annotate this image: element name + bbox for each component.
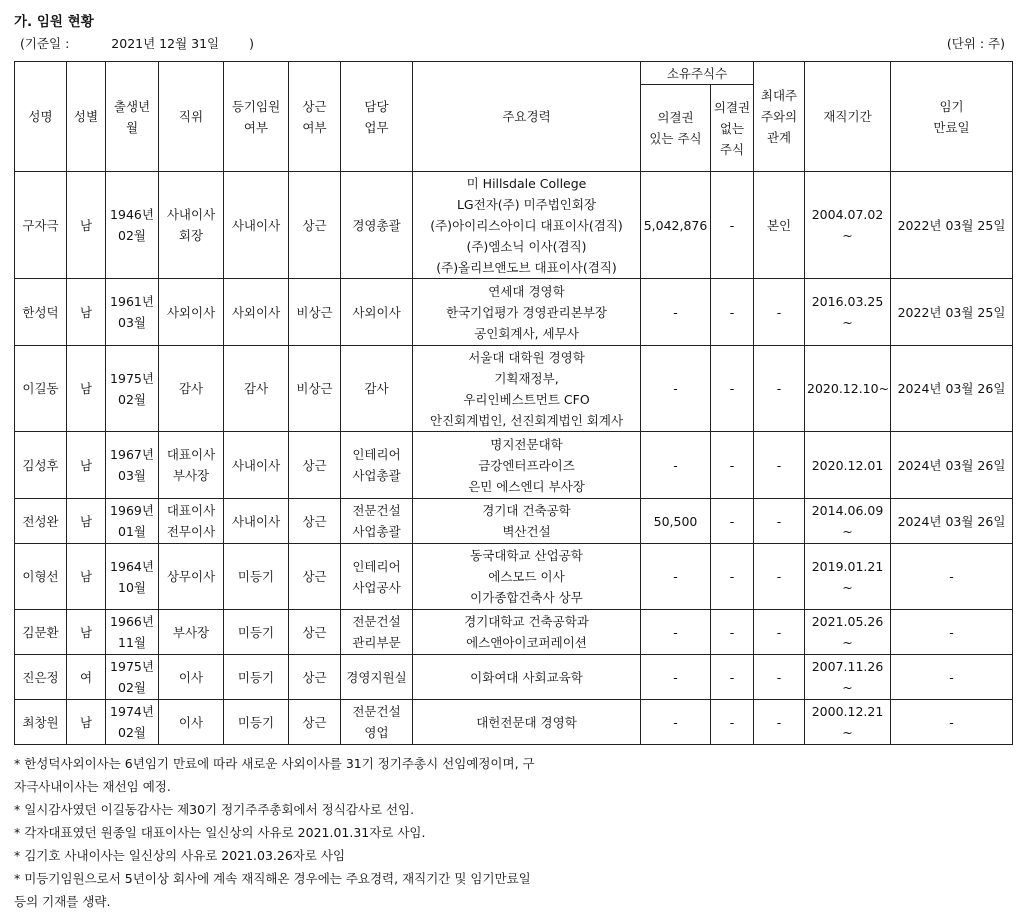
footnote-line: * 일시감사였던 이길동감사는 제30기 정기주주총회에서 정식감사로 선임. bbox=[14, 802, 415, 817]
cell-relation: - bbox=[754, 346, 805, 432]
cell-tenure-line: ~ bbox=[842, 635, 853, 650]
cell-tenure-line: 2016.03.25 bbox=[811, 294, 884, 309]
cell-position bbox=[159, 610, 224, 655]
cell-duty-line: 영업 bbox=[364, 725, 389, 740]
cell-position-line: 상무이사 bbox=[166, 569, 216, 584]
cell-birth bbox=[106, 432, 159, 499]
table-row bbox=[15, 655, 1013, 700]
cell-gender: 남 bbox=[67, 610, 106, 655]
header-line: 없는 bbox=[719, 120, 745, 136]
cell-term: 2022년 03월 25일 bbox=[891, 279, 1013, 346]
cell-tenure bbox=[805, 700, 891, 745]
header-nonvoting-shares bbox=[711, 85, 754, 172]
header-name: 성명 bbox=[15, 62, 67, 172]
cell-voting-shares: 50,500 bbox=[641, 499, 711, 544]
cell-birth-line: 1967년 bbox=[110, 447, 154, 462]
cell-birth bbox=[106, 544, 159, 610]
cell-duty-line: 사업총괄 bbox=[352, 524, 401, 539]
cell-tenure-line: 2020.12.10~ bbox=[807, 381, 890, 396]
cell-gender: 남 bbox=[67, 544, 106, 610]
basis-date bbox=[20, 34, 254, 52]
cell-tenure bbox=[805, 432, 891, 499]
cell-relation: - bbox=[754, 700, 805, 745]
footnote-line: * 한성덕사외이사는 6년임기 만료에 따라 새로운 사외이사를 31기 정기주총시 선임예정이며, 구 bbox=[14, 756, 535, 771]
section-title: 가. 임원 현황 bbox=[14, 14, 94, 30]
header-term bbox=[891, 62, 1013, 172]
header-line: 등기임원 bbox=[231, 98, 281, 114]
cell-position bbox=[159, 499, 224, 544]
cell-gender: 남 bbox=[67, 346, 106, 432]
cell-career-line: 서울대 대학원 경영학 bbox=[468, 349, 585, 365]
cell-birth-line: 1946년 bbox=[110, 207, 154, 222]
cell-duty-line: 전문건설 bbox=[352, 704, 401, 719]
cell-career-line: 은민 에스엔디 부사장 bbox=[468, 478, 585, 494]
cell-duty-line: 전문건설 bbox=[352, 503, 401, 518]
header-tenure: 재직기간 bbox=[805, 62, 891, 172]
cell-birth-line: 1964년 bbox=[110, 558, 154, 574]
cell-registered: 미등기 bbox=[224, 655, 289, 700]
cell-career-line: 경기대 건축공학 bbox=[482, 503, 571, 518]
cell-birth-line: 03월 bbox=[118, 315, 146, 330]
cell-fulltime: 상근 bbox=[289, 610, 341, 655]
cell-career-line: 미 Hillsdale College bbox=[466, 175, 587, 191]
cell-birth-line: 02월 bbox=[118, 680, 146, 695]
cell-birth-line: 03월 bbox=[118, 468, 146, 483]
cell-voting-shares: - bbox=[641, 279, 711, 346]
cell-tenure bbox=[805, 172, 891, 279]
header-line: 의결권 bbox=[657, 110, 694, 125]
cell-name: 진은정 bbox=[15, 655, 67, 700]
cell-tenure-line: 2021.05.26 bbox=[811, 614, 884, 629]
cell-position-line: 이사 bbox=[178, 714, 204, 730]
cell-career-line: LG전자(주) 미주법인회장 bbox=[456, 196, 597, 212]
cell-gender: 남 bbox=[67, 432, 106, 499]
cell-voting-shares: - bbox=[641, 432, 711, 499]
header-position: 직위 bbox=[159, 62, 224, 172]
cell-career-line: 에스모드 이사 bbox=[488, 569, 565, 584]
cell-position bbox=[159, 655, 224, 700]
header-line: 의결권 bbox=[713, 99, 751, 115]
cell-duty bbox=[341, 346, 413, 432]
cell-duty-line: 인테리어 bbox=[352, 447, 401, 462]
cell-relation: - bbox=[754, 432, 805, 499]
table-body bbox=[15, 172, 1013, 745]
table-row bbox=[15, 544, 1013, 610]
cell-birth-line: 10월 bbox=[118, 579, 146, 595]
cell-birth-line: 1966년 bbox=[110, 614, 154, 629]
cell-fulltime: 상근 bbox=[289, 499, 341, 544]
cell-position bbox=[159, 700, 224, 745]
cell-term: - bbox=[891, 544, 1013, 610]
cell-relation: - bbox=[754, 655, 805, 700]
cell-tenure bbox=[805, 544, 891, 610]
cell-tenure bbox=[805, 655, 891, 700]
cell-career-line: 공인회계사, 세무사 bbox=[474, 325, 579, 341]
cell-duty bbox=[341, 499, 413, 544]
cell-birth bbox=[106, 346, 159, 432]
header-career: 주요경력 bbox=[413, 62, 641, 172]
cell-term: - bbox=[891, 655, 1013, 700]
cell-fulltime: 상근 bbox=[289, 544, 341, 610]
table-row bbox=[15, 346, 1013, 432]
cell-career bbox=[413, 346, 641, 432]
cell-duty bbox=[341, 610, 413, 655]
cell-term: 2024년 03월 26일 bbox=[891, 499, 1013, 544]
cell-position-line: 회장 bbox=[178, 228, 204, 243]
basis-date-value: 2021년 12월 31일 bbox=[111, 36, 220, 51]
cell-tenure bbox=[805, 610, 891, 655]
cell-career-line: 이화여대 사회교육학 bbox=[470, 669, 583, 685]
header-line: 월 bbox=[125, 119, 139, 135]
cell-tenure-line: ~ bbox=[842, 315, 853, 330]
cell-nonvoting-shares: - bbox=[711, 700, 754, 745]
basis-open: (기준일 : bbox=[20, 36, 70, 51]
cell-career bbox=[413, 279, 641, 346]
cell-relation: - bbox=[754, 499, 805, 544]
cell-position-line: 이사 bbox=[178, 669, 204, 685]
cell-birth-line: 1969년 bbox=[110, 503, 154, 518]
cell-career-line: 벽산건설 bbox=[502, 524, 551, 539]
header-line: 임기 bbox=[939, 98, 964, 114]
cell-nonvoting-shares: - bbox=[711, 346, 754, 432]
cell-duty bbox=[341, 172, 413, 279]
cell-career-line: 안진회계법인, 선진회계법인 회계사 bbox=[429, 412, 624, 428]
table-row bbox=[15, 610, 1013, 655]
cell-tenure bbox=[805, 499, 891, 544]
cell-career-line: 한국기업평가 경영관리본부장 bbox=[446, 304, 607, 320]
cell-career-line: 명지전문대학 bbox=[490, 436, 563, 452]
cell-career-line: (주)아이리스아이디 대표이사(겸직) bbox=[430, 217, 623, 233]
cell-registered: 사외이사 bbox=[224, 279, 289, 346]
cell-gender: 남 bbox=[67, 279, 106, 346]
cell-duty-line: 관리부문 bbox=[352, 635, 401, 650]
cell-career-line: 금강엔터프라이즈 bbox=[478, 457, 575, 473]
header-line: 여부 bbox=[302, 119, 327, 135]
cell-duty-line: 사외이사 bbox=[352, 304, 401, 320]
table-row bbox=[15, 172, 1013, 279]
table-row bbox=[15, 432, 1013, 499]
cell-duty-line: 인테리어 bbox=[352, 558, 401, 574]
footnote-line: * 김기호 사내이사는 일신상의 사유로 2021.03.26자로 사임 bbox=[14, 848, 346, 863]
cell-gender: 남 bbox=[67, 700, 106, 745]
table-row bbox=[15, 499, 1013, 544]
cell-birth-line: 1961년 bbox=[110, 294, 154, 309]
cell-gender: 남 bbox=[67, 499, 106, 544]
cell-tenure-line: 2000.12.21 bbox=[811, 704, 884, 719]
header-voting-shares bbox=[641, 85, 711, 172]
cell-registered: 미등기 bbox=[224, 700, 289, 745]
cell-duty-line: 사업공사 bbox=[352, 579, 401, 595]
cell-career bbox=[413, 432, 641, 499]
cell-fulltime: 비상근 bbox=[289, 346, 341, 432]
cell-registered: 사내이사 bbox=[224, 432, 289, 499]
header-birth bbox=[106, 62, 159, 172]
cell-name: 이길동 bbox=[15, 346, 67, 432]
footnote-line: * 미등기임원으로서 5년이상 회사에 계속 재직해온 경우에는 주요경력, 재직기간 및 임기만료일 bbox=[14, 871, 531, 886]
cell-career-line: (주)올리브앤도브 대표이사(겸직) bbox=[436, 259, 617, 275]
cell-nonvoting-shares: - bbox=[711, 655, 754, 700]
cell-birth bbox=[106, 655, 159, 700]
cell-duty-line: 감사 bbox=[364, 381, 389, 396]
cell-nonvoting-shares: - bbox=[711, 279, 754, 346]
cell-registered: 미등기 bbox=[224, 610, 289, 655]
cell-nonvoting-shares: - bbox=[711, 172, 754, 279]
cell-duty-line: 경영지원실 bbox=[346, 669, 407, 685]
cell-fulltime: 상근 bbox=[289, 655, 341, 700]
table-row bbox=[15, 279, 1013, 346]
cell-career bbox=[413, 172, 641, 279]
cell-position bbox=[159, 346, 224, 432]
cell-duty-line: 경영총괄 bbox=[352, 217, 401, 233]
header-fulltime bbox=[289, 62, 341, 172]
footnote-line: * 각자대표였던 원종일 대표이사는 일신상의 사유로 2021.01.31자로 사임. bbox=[14, 825, 426, 840]
cell-tenure-line: 2004.07.02 bbox=[811, 207, 884, 222]
header-line: 출생년 bbox=[113, 98, 151, 114]
header-line: 담당 bbox=[364, 98, 389, 114]
cell-tenure-line: ~ bbox=[842, 579, 853, 595]
cell-birth bbox=[106, 610, 159, 655]
cell-tenure-line: 2014.06.09 bbox=[811, 503, 884, 518]
cell-position-line: 전무이사 bbox=[166, 524, 216, 539]
cell-relation: - bbox=[754, 610, 805, 655]
header-gender: 성별 bbox=[67, 62, 106, 172]
executive-table bbox=[14, 61, 1013, 745]
cell-voting-shares: - bbox=[641, 700, 711, 745]
cell-career bbox=[413, 499, 641, 544]
cell-career bbox=[413, 655, 641, 700]
cell-name: 김문환 bbox=[15, 610, 67, 655]
header-line: 만료일 bbox=[933, 119, 970, 135]
footnote-line: 등의 기재를 생략. bbox=[14, 894, 111, 909]
cell-birth bbox=[106, 172, 159, 279]
cell-tenure-line: 2019.01.21 bbox=[811, 558, 884, 574]
unit-label: (단위 : 주) bbox=[946, 36, 1005, 51]
cell-nonvoting-shares: - bbox=[711, 610, 754, 655]
cell-career-line: 경기대학교 건축공학과 bbox=[464, 614, 589, 629]
cell-voting-shares: 5,042,876 bbox=[641, 172, 711, 279]
cell-duty-line: 전문건설 bbox=[352, 614, 401, 629]
cell-tenure-line: 2007.11.26 bbox=[811, 659, 884, 674]
cell-nonvoting-shares: - bbox=[711, 499, 754, 544]
cell-position bbox=[159, 544, 224, 610]
cell-registered: 미등기 bbox=[224, 544, 289, 610]
cell-name: 김성후 bbox=[15, 432, 67, 499]
header-line: 주식 bbox=[719, 141, 745, 157]
cell-position-line: 감사 bbox=[178, 381, 204, 396]
cell-fulltime: 상근 bbox=[289, 172, 341, 279]
header-shares: 소유주식수 bbox=[641, 62, 754, 85]
cell-name: 최창원 bbox=[15, 700, 67, 745]
cell-birth-line: 02월 bbox=[118, 391, 146, 407]
header-line: 관계 bbox=[766, 130, 792, 145]
cell-position bbox=[159, 172, 224, 279]
cell-nonvoting-shares: - bbox=[711, 432, 754, 499]
cell-birth-line: 02월 bbox=[118, 725, 146, 740]
cell-career-line: 우리인베스트먼트 CFO bbox=[463, 391, 590, 407]
cell-gender: 여 bbox=[67, 655, 106, 700]
cell-position-line: 사외이사 bbox=[166, 304, 216, 320]
cell-birth bbox=[106, 499, 159, 544]
cell-voting-shares: - bbox=[641, 544, 711, 610]
cell-birth bbox=[106, 279, 159, 346]
header-relation bbox=[754, 62, 805, 172]
cell-fulltime: 비상근 bbox=[289, 279, 341, 346]
cell-career bbox=[413, 610, 641, 655]
cell-career-line: (주)엠소닉 이사(겸직) bbox=[466, 238, 587, 254]
cell-name: 전성완 bbox=[15, 499, 67, 544]
cell-voting-shares: - bbox=[641, 610, 711, 655]
cell-birth-line: 1975년 bbox=[110, 659, 154, 674]
cell-fulltime: 상근 bbox=[289, 432, 341, 499]
footnotes bbox=[14, 752, 594, 913]
cell-fulltime: 상근 bbox=[289, 700, 341, 745]
cell-voting-shares: - bbox=[641, 346, 711, 432]
cell-duty bbox=[341, 655, 413, 700]
cell-duty bbox=[341, 700, 413, 745]
cell-name: 한성덕 bbox=[15, 279, 67, 346]
cell-career-line: 대헌전문대 경영학 bbox=[476, 714, 577, 730]
cell-career bbox=[413, 700, 641, 745]
cell-birth bbox=[106, 700, 159, 745]
cell-term: - bbox=[891, 700, 1013, 745]
cell-relation: - bbox=[754, 279, 805, 346]
cell-relation: 본인 bbox=[754, 172, 805, 279]
header-line: 있는 주식 bbox=[649, 131, 702, 146]
table-header bbox=[15, 62, 1013, 172]
cell-career-line: 이가종합건축사 상무 bbox=[470, 590, 583, 605]
header-line: 주와의 bbox=[760, 109, 798, 124]
cell-career-line: 동국대학교 산업공학 bbox=[470, 548, 583, 563]
cell-registered: 사내이사 bbox=[224, 172, 289, 279]
basis-close: ) bbox=[249, 36, 254, 51]
cell-position-line: 사내이사 bbox=[166, 207, 216, 222]
cell-registered: 감사 bbox=[224, 346, 289, 432]
cell-position-line: 대표이사 bbox=[166, 503, 216, 518]
cell-birth-line: 1974년 bbox=[110, 704, 154, 719]
cell-position-line: 부사장 bbox=[172, 468, 210, 483]
header-registered bbox=[224, 62, 289, 172]
cell-duty bbox=[341, 432, 413, 499]
cell-position bbox=[159, 279, 224, 346]
cell-tenure bbox=[805, 346, 891, 432]
cell-nonvoting-shares: - bbox=[711, 544, 754, 610]
cell-position-line: 대표이사 bbox=[166, 447, 216, 462]
header-row-top bbox=[15, 62, 1013, 85]
cell-duty bbox=[341, 279, 413, 346]
cell-tenure-line: ~ bbox=[842, 725, 853, 740]
table-row bbox=[15, 700, 1013, 745]
cell-duty bbox=[341, 544, 413, 610]
cell-term: 2022년 03월 25일 bbox=[891, 172, 1013, 279]
cell-birth-line: 01월 bbox=[118, 524, 146, 539]
cell-birth-line: 11월 bbox=[118, 635, 146, 650]
cell-birth-line: 02월 bbox=[118, 228, 146, 243]
cell-career-line: 에스앤아이코퍼레이션 bbox=[466, 635, 587, 650]
header-line: 업무 bbox=[364, 119, 389, 135]
cell-career bbox=[413, 544, 641, 610]
header-line: 상근 bbox=[302, 98, 327, 114]
cell-career-line: 기획재정부, bbox=[494, 370, 559, 386]
header-line: 최대주 bbox=[760, 88, 798, 103]
cell-position-line: 부사장 bbox=[172, 624, 210, 640]
footnote-line: 자극사내이사는 재선임 예정. bbox=[14, 779, 171, 794]
cell-tenure-line: ~ bbox=[842, 680, 853, 695]
cell-position bbox=[159, 432, 224, 499]
header-line: 여부 bbox=[243, 119, 269, 135]
cell-term: 2024년 03월 26일 bbox=[891, 346, 1013, 432]
cell-term: - bbox=[891, 610, 1013, 655]
cell-tenure-line: 2020.12.01 bbox=[811, 457, 884, 473]
cell-duty-line: 사업총괄 bbox=[352, 468, 401, 483]
cell-tenure-line: ~ bbox=[842, 228, 853, 243]
cell-name: 이형선 bbox=[15, 544, 67, 610]
cell-tenure-line: ~ bbox=[842, 524, 853, 539]
cell-gender: 남 bbox=[67, 172, 106, 279]
cell-tenure bbox=[805, 279, 891, 346]
cell-name: 구자극 bbox=[15, 172, 67, 279]
cell-term: 2024년 03월 26일 bbox=[891, 432, 1013, 499]
cell-birth-line: 1975년 bbox=[110, 370, 154, 386]
cell-relation: - bbox=[754, 544, 805, 610]
cell-career-line: 연세대 경영학 bbox=[488, 283, 565, 299]
header-duty bbox=[341, 62, 413, 172]
cell-registered: 사내이사 bbox=[224, 499, 289, 544]
cell-voting-shares: - bbox=[641, 655, 711, 700]
